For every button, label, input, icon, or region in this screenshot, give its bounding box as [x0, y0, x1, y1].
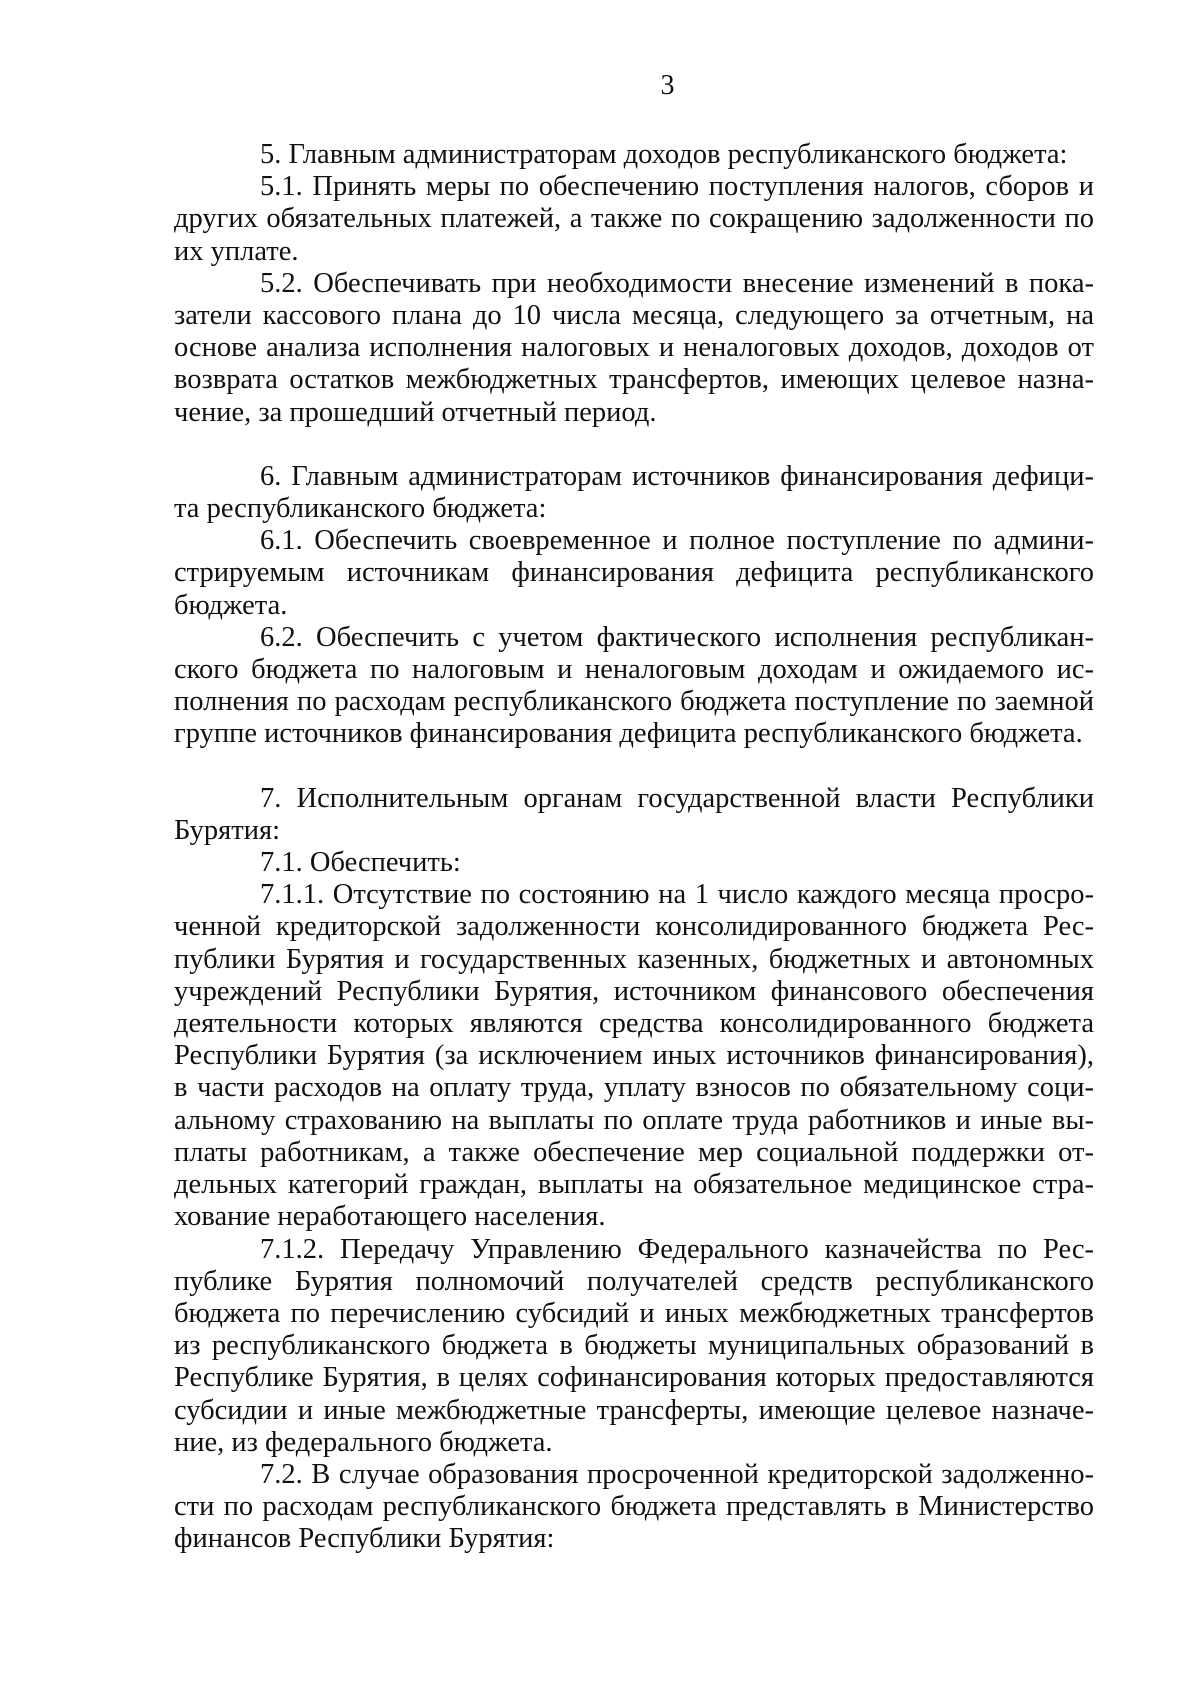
text-line: в части расходов на оплату труда, уплату взносов по обязательному соци- — [174, 1072, 1094, 1104]
text-line: 7.1.1. Отсутствие по состоянию на 1 число каждого месяца просро- — [260, 879, 1094, 911]
paragraph-7 — [174, 783, 1094, 847]
text-line: стрируемым источникам финансирования дефицита республиканского — [174, 557, 1094, 589]
text-line: ского бюджета по налоговым и неналоговым доходам и ожидаемого ис- — [174, 654, 1094, 686]
text-line: финансов Республики Бурятия: — [174, 1523, 555, 1555]
text-line: субсидии и иные межбюджетные трансферты, имеющие целевое назначе- — [174, 1394, 1094, 1426]
paragraph-6 — [174, 461, 1094, 525]
text-line: 7.2. В случае образования просроченной кредиторской задолженно- — [260, 1458, 1094, 1490]
text-line: их уплате. — [174, 235, 299, 267]
text-line: 7. Исполнительным органам государственной власти Республики — [260, 782, 1094, 814]
paragraph-7-1-1 — [174, 879, 1094, 1233]
paragraph-7-1-2 — [174, 1234, 1094, 1459]
text-line: ние, из федерального бюджета. — [174, 1426, 553, 1458]
text-line: бюджета по перечислению субсидий и иных межбюджетных трансфертов — [174, 1297, 1094, 1329]
text-line: полнения по расходам республиканского бюджета поступление по заемной — [174, 686, 1094, 718]
document-body — [174, 139, 1094, 1556]
paragraph-5-2 — [174, 268, 1094, 429]
text-line: группе источников финансирования дефицита республиканского бюджета. — [174, 718, 1083, 750]
paragraph-5-1 — [174, 171, 1094, 268]
text-line: чение, за прошедший отчетный период. — [174, 396, 657, 428]
text-line: хование неработающего населения. — [174, 1201, 606, 1233]
text-line: Республике Бурятия, в целях софинансирования которых предоставляются — [174, 1362, 1094, 1394]
text-line: сти по расходам республиканского бюджета представлять в Министерство — [174, 1491, 1094, 1523]
text-line: других обязательных платежей, а также по сокращению задолженности по — [174, 203, 1094, 235]
text-line: 6. Главным администраторам источников финансирования дефици- — [260, 460, 1094, 492]
text-line: возврата остатков межбюджетных трансфертов, имеющих целевое назна- — [174, 364, 1094, 396]
text-line: публике Бурятия полномочий получателей средств республиканского — [174, 1265, 1094, 1297]
text-line: 5.1. Принять меры по обеспечению поступления налогов, сборов и — [260, 171, 1094, 203]
text-line: 6.1. Обеспечить своевременное и полное поступление по админи- — [260, 525, 1094, 557]
text-line: та республиканского бюджета: — [174, 493, 547, 525]
text-line: публики Бурятия и государственных казенных, бюджетных и автономных — [174, 943, 1094, 975]
paragraph-5 — [174, 139, 1094, 171]
text-line: основе анализа исполнения налоговых и неналоговых доходов, доходов от — [174, 332, 1094, 364]
text-line: Республики Бурятия (за исключением иных источников финансирования), — [174, 1040, 1094, 1072]
text-line: Бурятия: — [174, 814, 280, 846]
text-line: дельных категорий граждан, выплаты на обязательное медицинское стра- — [174, 1169, 1094, 1201]
text-line: 7.1. Обеспечить: — [260, 847, 461, 879]
text-line: платы работникам, а также обеспечение мер социальной поддержки от- — [174, 1136, 1094, 1168]
text-line: 7.1.2. Передачу Управлению Федерального казначейства по Рес- — [260, 1233, 1094, 1265]
text-line: из республиканского бюджета в бюджеты муниципальных образований в — [174, 1330, 1094, 1362]
text-line: учреждений Республики Бурятия, источником финансового обеспечения — [174, 975, 1094, 1007]
paragraph-7-1 — [174, 847, 1094, 879]
text-line: 5.2. Обеспечивать при необходимости внесение изменений в пока- — [260, 267, 1094, 299]
text-line: ченной кредиторской задолженности консолидированного бюджета Рес- — [174, 911, 1094, 943]
text-line: бюджета. — [174, 589, 288, 621]
paragraph-6-1 — [174, 525, 1094, 622]
text-line: 6.2. Обеспечить с учетом фактического исполнения республикан- — [260, 621, 1094, 653]
page-number: 3 — [660, 70, 675, 101]
paragraph-6-2 — [174, 622, 1094, 751]
text-line: затели кассового плана до 10 числа месяца, следующего за отчетным, на — [174, 300, 1094, 332]
text-line: 5. Главным администраторам доходов республиканского бюджета: — [260, 139, 1068, 170]
text-line: альному страхованию на выплаты по оплате труда работников и иные вы- — [174, 1104, 1094, 1136]
paragraph-7-2 — [174, 1459, 1094, 1556]
text-line: деятельности которых являются средства консолидированного бюджета — [174, 1008, 1094, 1040]
